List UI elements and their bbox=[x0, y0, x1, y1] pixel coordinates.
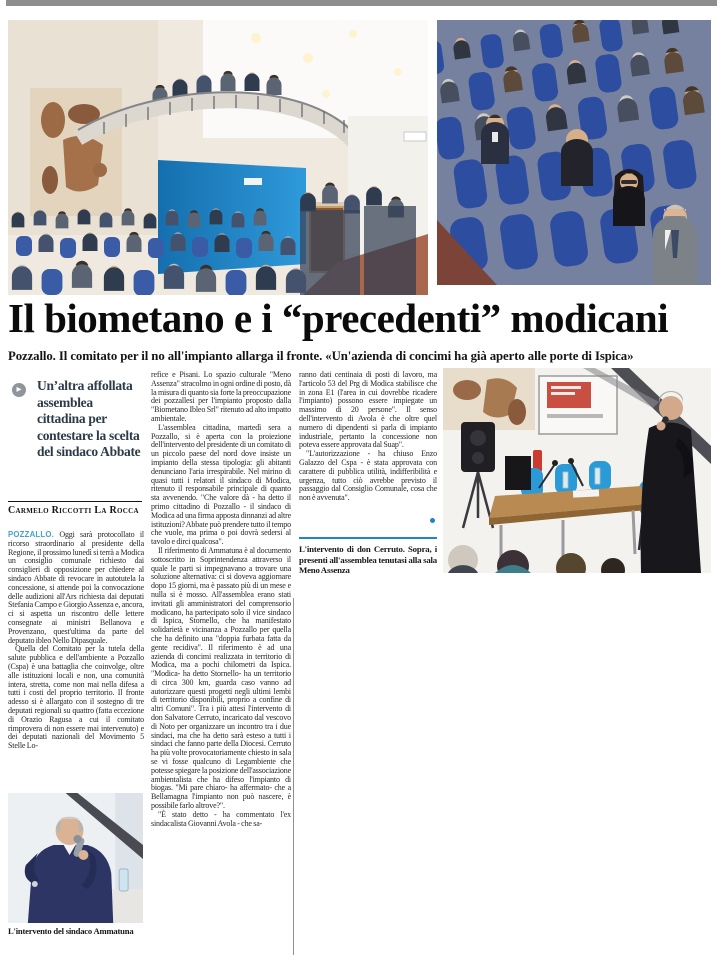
subhead-text: Il comitato per il no all'impianto allarga il fronte. «Un'azienda di concimi ha già aperto alle porte di Ispica» bbox=[55, 349, 634, 363]
article-paragraph: "L'autorizzazione - ha chiuso Enzo Galazzo del Cspa - è stata approvata con carattere di pubblica utilità, indifferibilità e urgenza, tutto ciò avrebbe previsto il passaggio dal Consiglio Comunale, cosa che non è avvenuta". bbox=[299, 449, 437, 503]
article-paragraph: "È stato detto - ha commentato l'ex sindacalista Giovanni Avola - che sa- bbox=[151, 809, 291, 828]
caption-rule bbox=[299, 537, 437, 539]
column-divider bbox=[293, 598, 294, 955]
article-paragraph: refice e Pisani. Lo spazio culturale "Meno Assenza" stracolmo in ogni ordine di posto, dà la misura di quanto sia forte la preoccupazione dei pozzallesi per l'impianto proposto dalla "Biometano Ibleo Srl" ritenuto ad alto impatto ambientale. bbox=[151, 371, 291, 423]
article-paragraph bbox=[8, 531, 144, 645]
assembly-hall-photo bbox=[8, 20, 428, 295]
standfirst bbox=[8, 378, 144, 461]
ammatuna-photo bbox=[8, 793, 143, 923]
article-column-3 bbox=[299, 371, 437, 576]
headline: Il biometano e i “precedenti” modicani bbox=[8, 295, 669, 341]
subhead bbox=[8, 349, 720, 364]
dateline: POZZALLO. bbox=[8, 531, 54, 539]
arrow-right-icon bbox=[12, 383, 26, 397]
audience-photo bbox=[437, 20, 711, 285]
article-column-1 bbox=[8, 531, 144, 789]
article-column-3-text bbox=[299, 371, 437, 531]
assembly-hall-illustration bbox=[8, 20, 428, 295]
byline: Carmelo Riccotti La Rocca bbox=[8, 501, 142, 516]
paragraph-text: Oggi sarà protocollato il ricorso straordinario al presidente della Regione, il prossimo lunedì si terrà a Modica un consiglio comunale richiesto dai consiglieri di opposizione per chiedere al sindaco Abbate di revocare in autotutela la concessione, si attende poi la convocazione delle audizioni all'Ars richiesta dai deputati Stefania Campo e Giorgio Assenza e, ancora, ci si aspetta un riscontro delle lettere consegnate ai ministri Bellanova e Provenzano, quest'ultima da parte del deputato ibleo Nello Dipasquale. bbox=[8, 531, 144, 645]
article-paragraph: Quella del Comitato per la tutela della salute pubblica e dell'ambiente a Pozzallo (Cspa) è una battaglia che coinvolge, oltre alle istituzioni locali e non, una comunità intera, stretta, come non mai nella difesa a tutti i costi del proprio territorio. Il fronte adesso si è allargato con il sostegno di tre deputati regionali su quattro (fatta eccezione di Orazio Ragusa a cui il comitato rimprovera di non essere mai intervenuto) e dei deputati nazionali del Movimento 5 Stelle Lo- bbox=[8, 644, 144, 751]
article-column-2 bbox=[151, 371, 291, 958]
page-top-rule bbox=[6, 0, 717, 6]
ammatuna-photo-caption: L'intervento del sindaco Ammatuna bbox=[8, 926, 134, 936]
standfirst-text: Un’altra affollata assemblea cittadina per contestare la scelta del sindaco Abbate bbox=[37, 378, 141, 459]
subhead-location: Pozzallo. bbox=[8, 349, 56, 363]
audience-illustration bbox=[437, 20, 711, 285]
ammatuna-illustration bbox=[8, 793, 143, 923]
article-paragraph: ranno dati centinaia di posti di lavoro, ma l'articolo 53 del Prg di Modica stabilisce che in zona E1 (l'area in cui dovrebbe ricadere l'impianto) possono essere impiegate un massimo di 20 persone". Il senso dell'intervento di Avola è che oltre quel numero di dipendenti si parla di impianto industriale, pertanto la concessione non poteva essere approvata dal Suap". bbox=[299, 371, 437, 450]
article-paragraph: L'assemblea cittadina, martedì sera a Pozzallo, si è aperta con la proiezione dell'intervento del presidente di un comitato di un piccolo paese del nord dove insiste un impianto della stessa tipologia: gli abitanti denunciano l'aria irrespirabile. Nel mirino di quasi tutti i relatori il sindaco di Modica, ritenuto il responsabile principale di quanto sta avvenendo. "Che valore dà - ha detto il primo cittadino di Pozzallo - il sindaco di Modica ad una firma apposta dinnanzi ad altre istituzioni? Abbate può prendere tutto il tempo che vuole, ma prima o poi dovrà sedersi al tavolo e dirci qualcosa". bbox=[151, 422, 291, 547]
cerruto-photo bbox=[443, 368, 711, 573]
article-paragraph: Il riferimento di Ammatuna è al documento sottoscritto in Soprintendenza attraverso il quale le parti si impegnavano a trovare una soluzione alternativa: ci si doveva aggiornare dopo 15 giorni, ma è passato più di un mese e nulla si è mosso. All'assemblea erano stati invitati gli amministratori del comprensorio modicano, ha partecipato solo il vice sindaco di Ispica, Stornello, che ha manifestato solidarietà e vicinanza a Pozzallo per quella che ha definito una "doppia furbata fatta da gente recidiva". Il riferimento è ad una azienda di concimi realizzata in territorio di Modica, ma a pochi chilometri da Ispica. "Modica- ha detto Stornello- ha un territorio di circa 300 km, guarda caso vanno ad autorizzare questi progetti negli ultimi lembi di territorio disponibili, proprio a confine di altri Comuni". Tra i più attesi l'intervento di don Salvatore Cerruto, incaricato dal vescovo di Noto per organizzare un incontro tra i due sindaci, ma che ha detto sarà esteso a tutti i sindaci che fanno parte della Diocesi. Cerruto ha più volte provocatoriamente chiesto in sala se vi fosse qualcuno di Legambiente che potesse spiegare la posizione dell'associazione ambientalista che ha difeso l'impianto di biogas. "Mi pare chiaro- ha affermato- che a Bellamagna l'impianto non può nascere, è possibile farlo altrove?". bbox=[151, 545, 291, 811]
cerruto-illustration bbox=[443, 368, 711, 573]
end-of-article-dot bbox=[430, 518, 435, 523]
cerruto-photo-caption: L'intervento di don Cerruto. Sopra, i presenti all'assemblea tenutasi alla sala Meno Assenza bbox=[299, 544, 437, 576]
